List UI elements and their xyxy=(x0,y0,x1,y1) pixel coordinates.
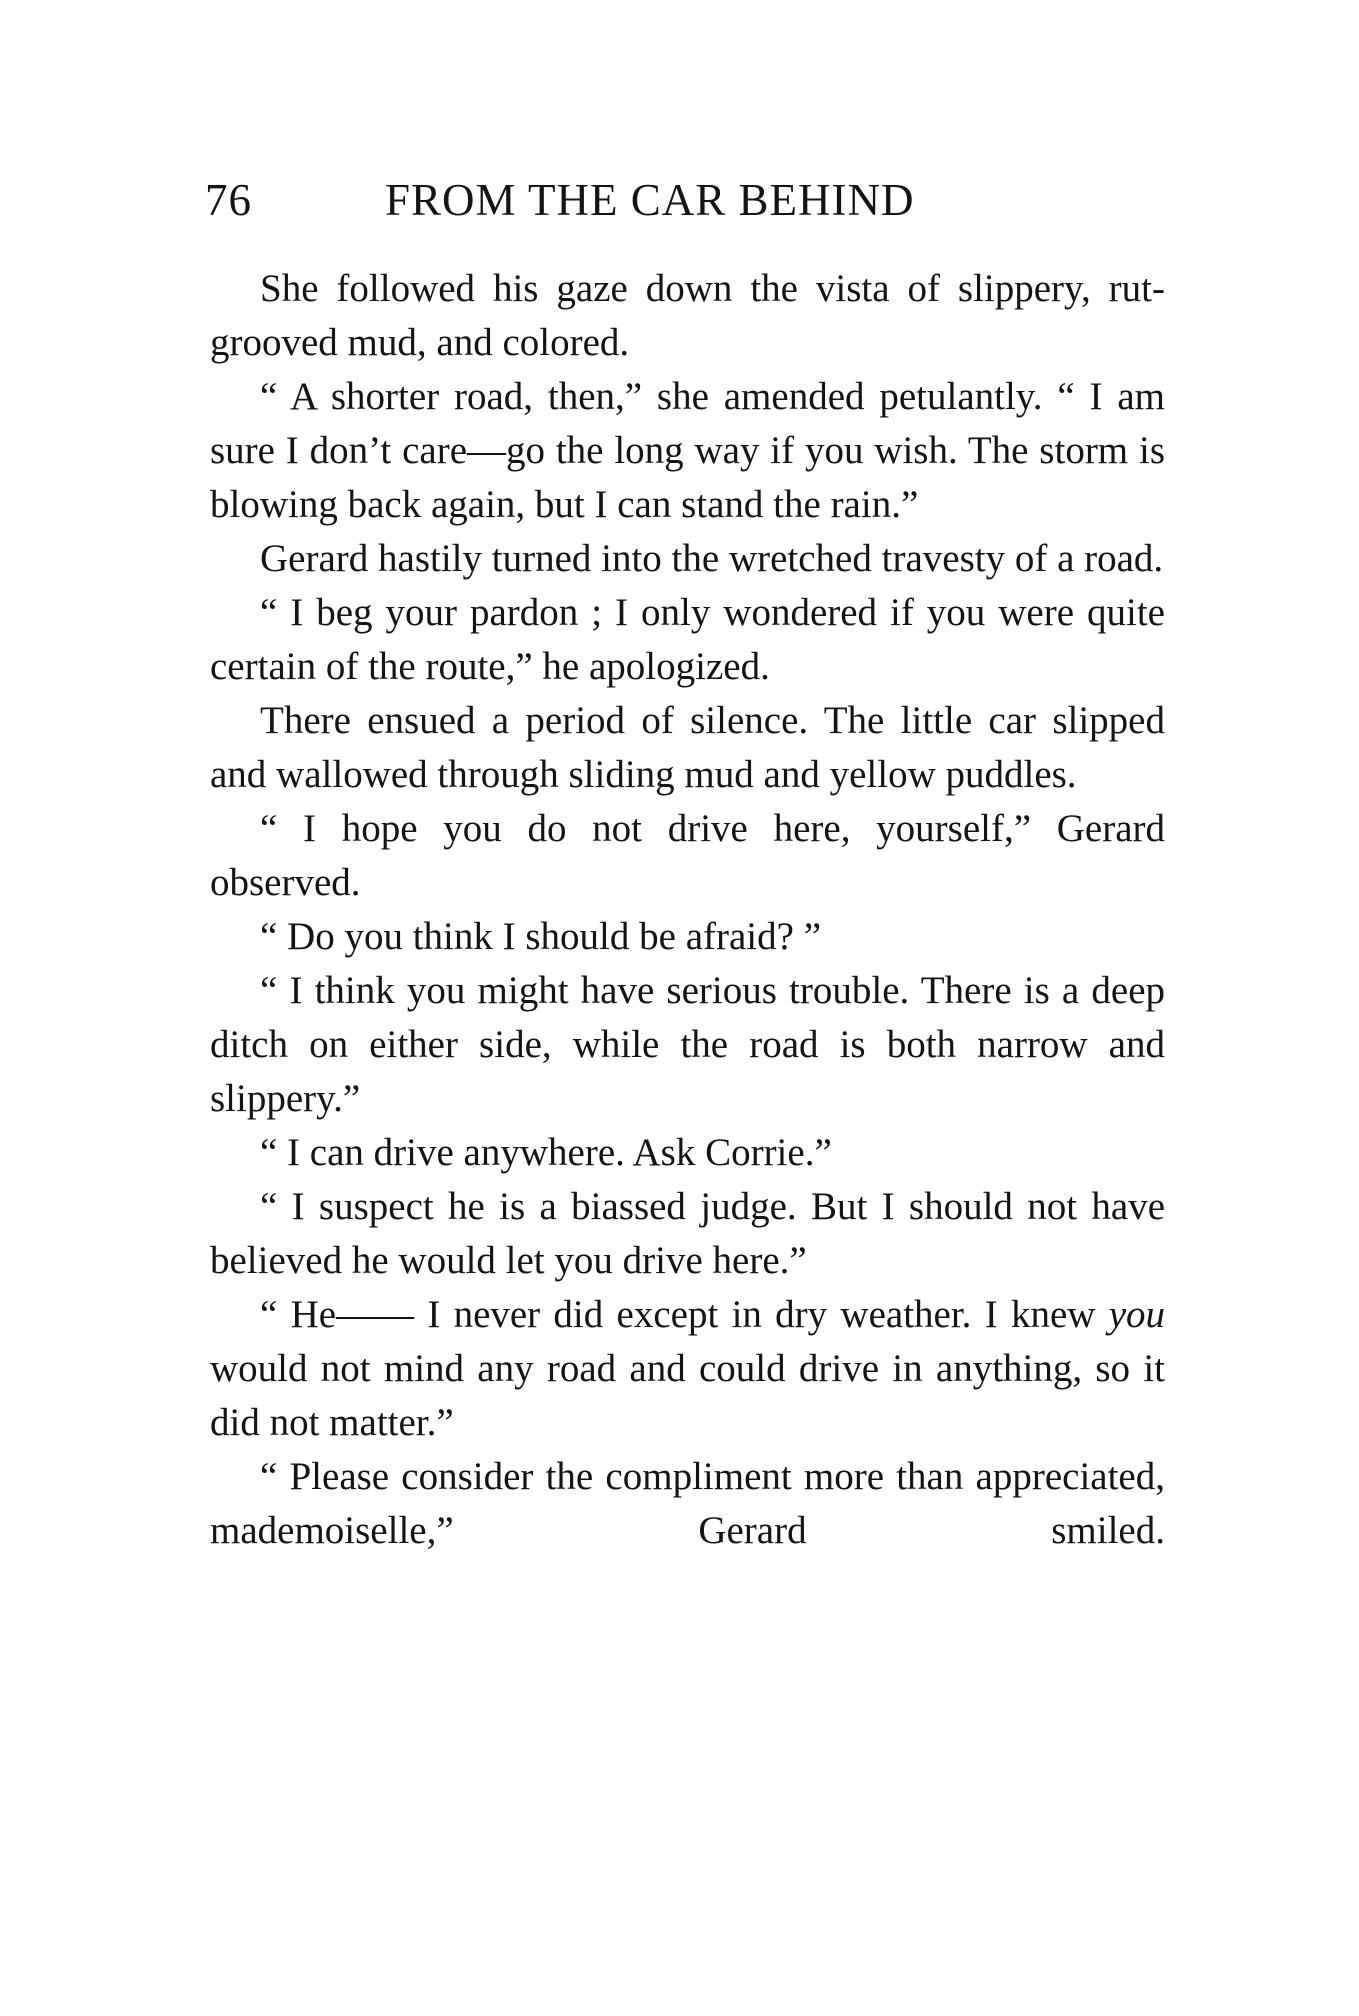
paragraph: She followed his gaze down the vista of slippery, rut-grooved mud, and colored. xyxy=(210,267,1165,364)
paragraph: “ I beg your pardon ; I only wondered if you were quite certain of the route,” he apologized. xyxy=(210,591,1165,688)
paragraph: There ensued a period of silence. The little car slipped and wallowed through sliding mud and yellow puddles. xyxy=(210,699,1165,796)
body-text xyxy=(210,262,1165,1558)
paragraph: “ I suspect he is a biassed judge. But I should not have believed he would let you drive here.” xyxy=(210,1185,1165,1282)
paragraph: “ I hope you do not drive here, yourself,” Gerard observed. xyxy=(210,807,1165,904)
paragraph: “ A shorter road, then,” she amended petulantly. “ I am sure I don’t care—go the long way if you wish. The storm is blowing back again, but I can stand the rain.” xyxy=(210,375,1165,526)
paragraph: “ Do you think I should be afraid? ” xyxy=(260,915,822,958)
paragraph-text-after: would not mind any road and could drive in anything, so it did not matter.” xyxy=(210,1347,1165,1444)
page-header xyxy=(205,170,1205,230)
paragraph: Gerard hastily turned into the wretched travesty of a road. xyxy=(260,537,1164,580)
emphasized-word: you xyxy=(1108,1293,1165,1336)
paragraph-text-before: “ He—— I never did except in dry weather. I knew xyxy=(260,1293,1109,1336)
paragraph: “ I can drive anywhere. Ask Corrie.” xyxy=(260,1131,832,1174)
paragraph: “ I think you might have serious trouble. There is a deep ditch on either side, while the road is both narrow and slippery.” xyxy=(210,969,1165,1120)
paragraph xyxy=(210,1288,1165,1450)
paragraph: “ Please consider the compliment more than appreciated, mademoiselle,” Gerard smiled. xyxy=(210,1455,1165,1552)
page-number: 76 xyxy=(205,175,252,225)
running-title: FROM THE CAR BEHIND xyxy=(385,175,915,225)
